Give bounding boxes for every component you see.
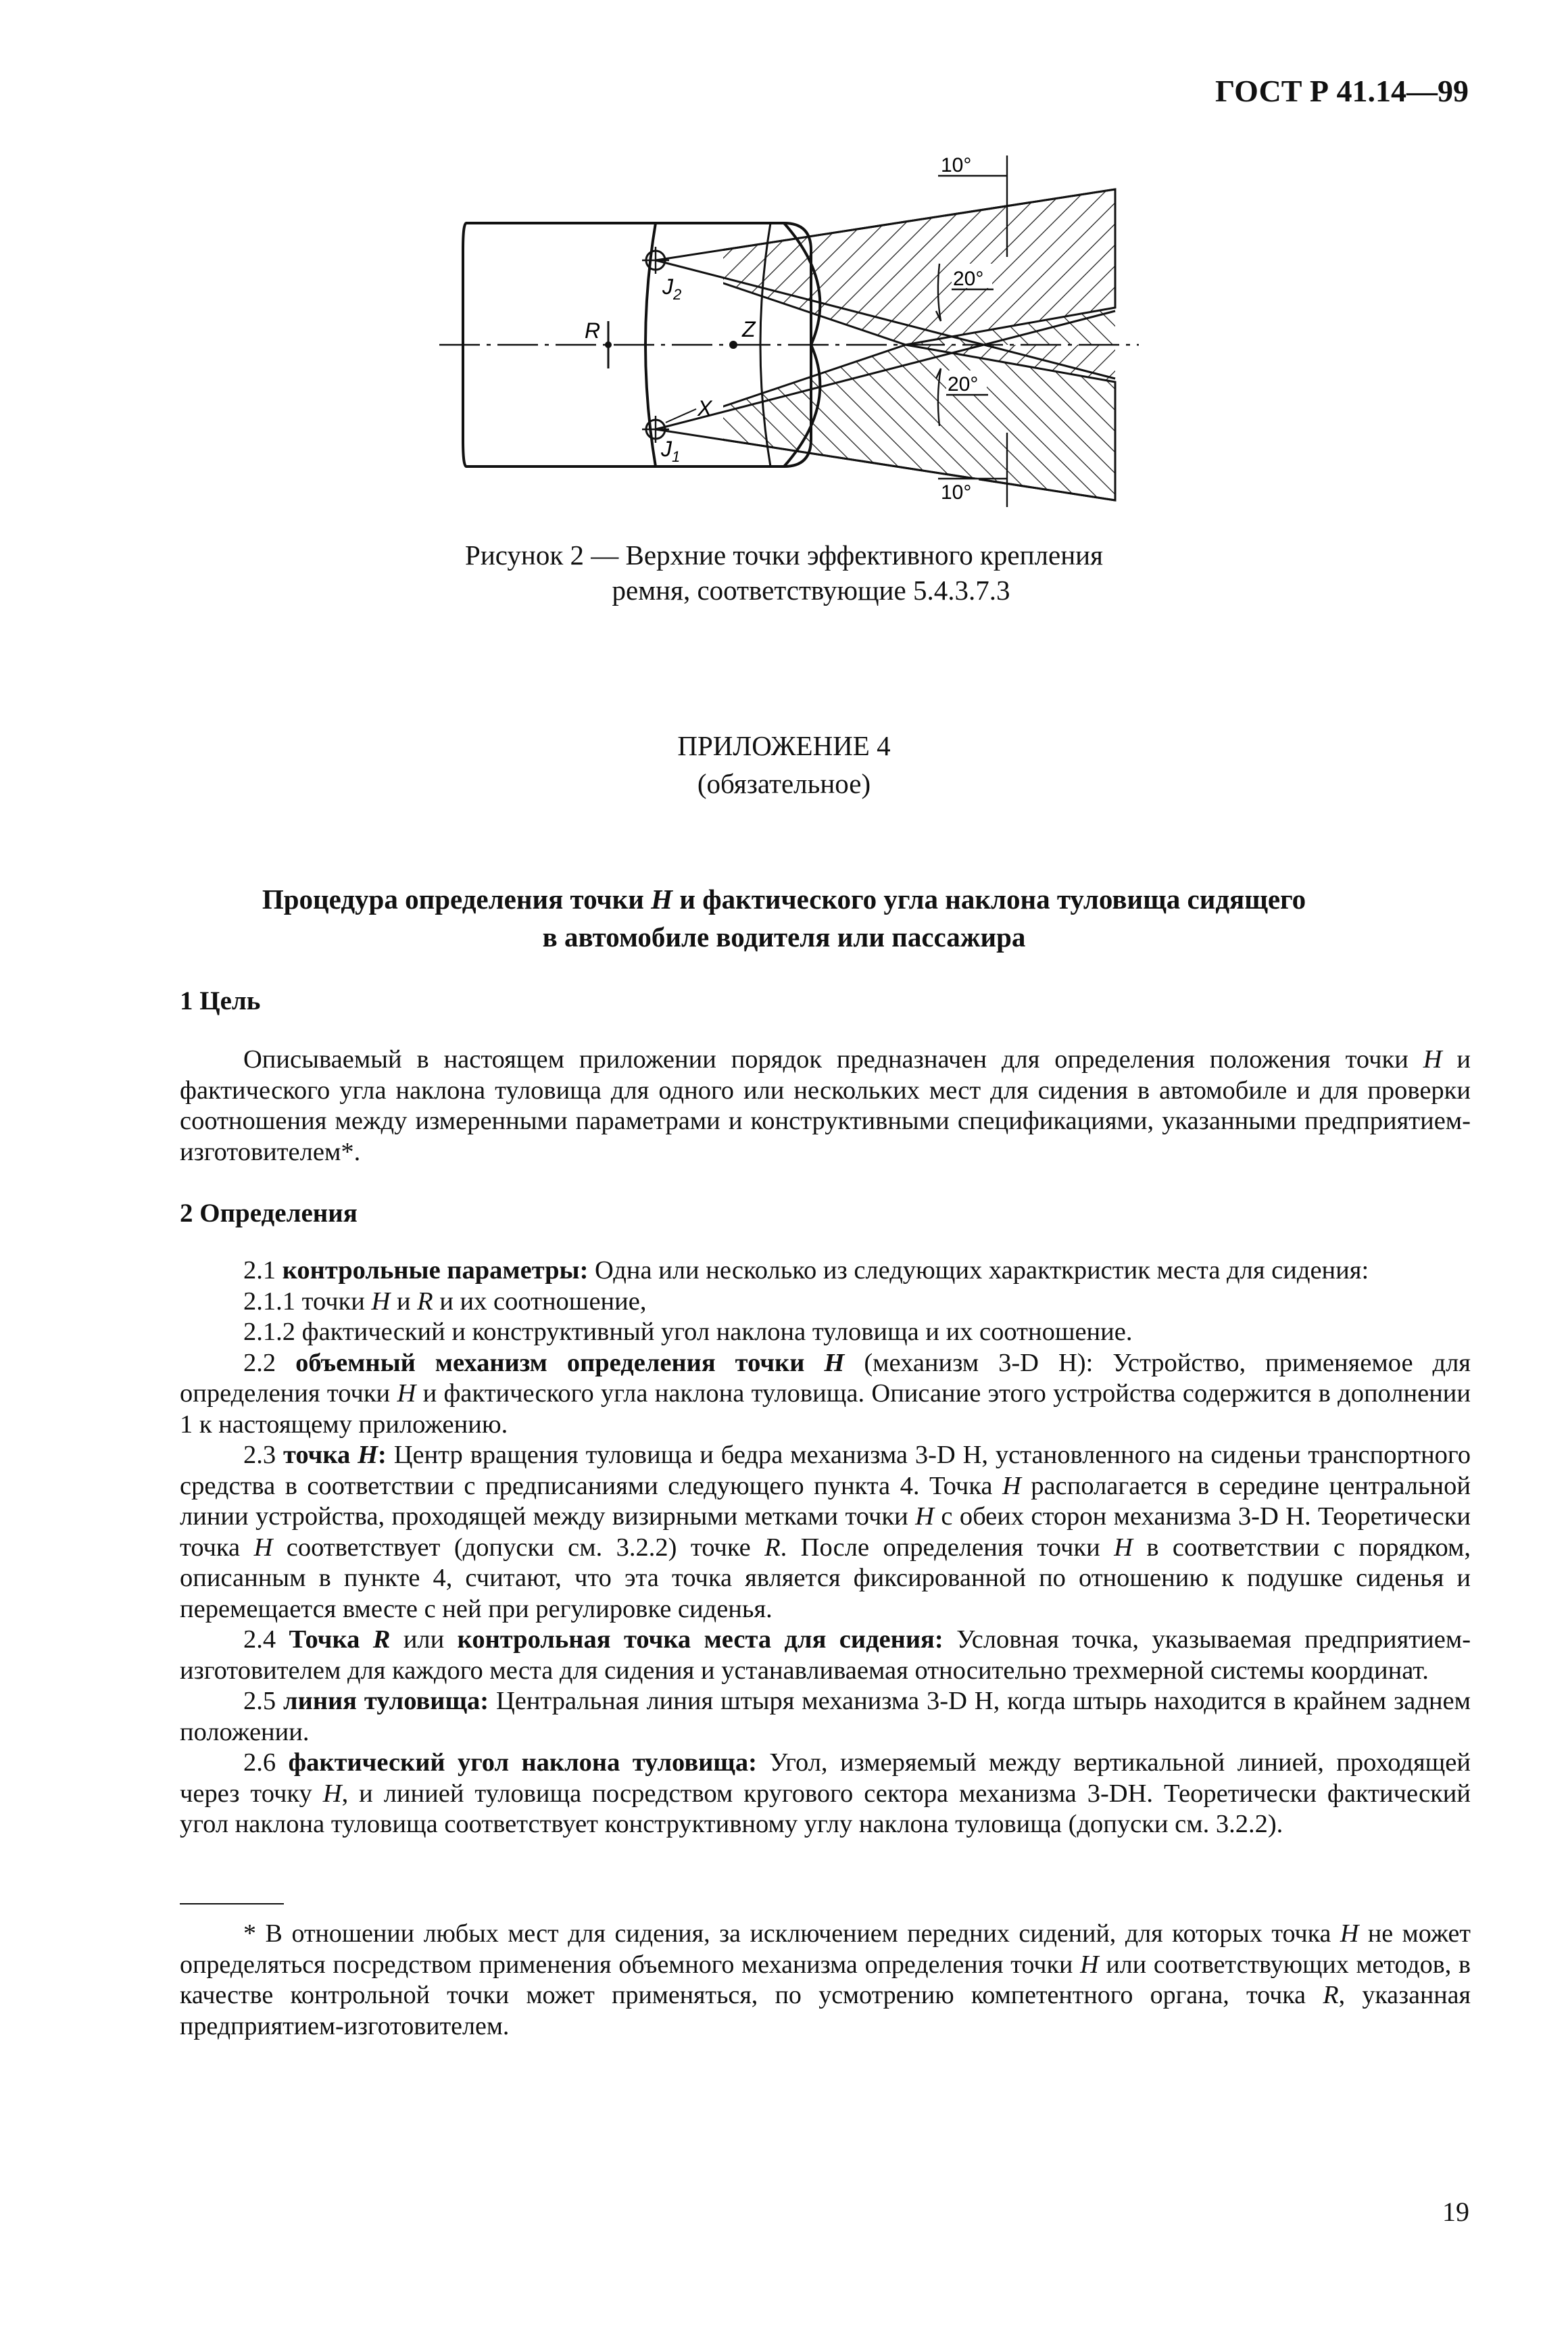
definition-2-6: 2.6 фактический угол наклона туловища: Угол, измеряемый между вертикальной линией, проходящей через точку H, и линией туловища посредством кругового сектора механизма 3-DH. Теоретически фактический угол наклона туловища соответствует конструктивному углу наклона туловища (допуски см. 3.2.2).	[180, 1748, 1471, 1838]
definition-2-2: 2.2 объемный механизм определения точки H (механизм 3-D H): Устройство, применяемое для определения точки H и фактического угла наклона туловища. Описание этого устройства содержится в дополнении 1 к настоящему приложению.	[180, 1348, 1471, 1439]
point-z-label: Z	[742, 317, 756, 341]
title-line-2: в автомобиле водителя или пассажира	[542, 921, 1026, 953]
definition-2-1: 2.1 контрольные параметры: Одна или несколько из следующих характкристик места для сидения:	[243, 1256, 1369, 1285]
appendix-name: ПРИЛОЖЕНИЕ 4	[677, 730, 891, 761]
definition-2-4: 2.4 Точка R или контрольная точка места для сидения: Условная точка, указываемая предприятием-изготовителем для каждого места для сидения и устанавливаемая относительно трехмерной системы координат.	[180, 1625, 1471, 1685]
appendix-heading	[0, 727, 1568, 802]
definition-2-3: 2.3 точка H: Центр вращения туловища и бедра механизма 3-D H, установленного на сиденьи транспортного средства в соответствии с предписаниями следующего пункта 4. Точка H располагается в середине центральной линии устройства, проходящей между визирными метками точки H с обеих сторон механизма 3-D H. Теоретически точка H соответствует (допуски см. 3.2.2) точке R. После определения точки H в соответствии с порядком, описанным в пункте 4, считают, что эта точка является фиксированной по отношению к подушке сиденья и перемещается вместе с ней при регулировке сиденья.	[180, 1441, 1471, 1623]
point-x-label: X	[697, 396, 712, 421]
point-r-label: R	[585, 318, 601, 343]
point-j1-label: $J_1$	[661, 437, 681, 465]
section-2-definitions	[180, 1255, 1471, 1840]
section-1-text: Описываемый в настоящем приложении порядок предназначен для определения положения точки H и фактического угла наклона туловища для одного или нескольких мест для сидения в автомобиле и для проверки соотношения между измеренными параметрами и конструктивными спецификациями, указанными предприятием-изготовителем*.	[180, 1045, 1471, 1166]
angle-label-bottom: 10°	[941, 481, 972, 504]
point-r-marker	[605, 341, 612, 348]
point-z-marker	[729, 341, 737, 349]
footnote-divider	[180, 1903, 284, 1904]
footnote: * В отношении любых мест для сидения, за исключением передних сидений, для которых точка H не может определяться посредством применения объемного механизма определения точки H или соответствующих методов, в качестве контрольной точки может применяться, по усмотрению компетентного органа, точка R, указанная предприятием-изготовителем.	[180, 1919, 1471, 2040]
point-j2-label: $J_2$	[662, 274, 682, 303]
definition-2-5: 2.5 линия туловища: Центральная линия штыря механизма 3-D H, когда штырь находится в крайнем заднем положении.	[180, 1687, 1471, 1746]
angle-label-upper: 20°	[953, 268, 984, 290]
definition-2-1-1: 2.1.1 точки H и R и их соотношение,	[243, 1287, 647, 1316]
caption-line-1: Рисунок 2 — Верхние точки эффективного крепления	[465, 540, 1103, 571]
figure-2-diagram	[433, 149, 1142, 514]
caption-line-2: ремня, соответствующие 5.4.3.7.3	[612, 575, 1010, 606]
angle-label-top: 10°	[941, 154, 972, 176]
figure-caption	[0, 537, 1568, 608]
appendix-title	[0, 880, 1568, 956]
title-line-1: Процедура определения точки H и фактического угла наклона туловища сидящего	[262, 884, 1306, 915]
document-header: ГОСТ Р 41.14—99	[1215, 74, 1469, 108]
appendix-status: (обязательное)	[697, 768, 871, 799]
section-2-heading: 2 Определения	[180, 1199, 358, 1228]
definition-2-1-2: 2.1.2 фактический и конструктивный угол наклона туловища и их соотношение.	[243, 1318, 1133, 1346]
page-number: 19	[1442, 2197, 1469, 2227]
section-1-heading: 1 Цель	[180, 986, 261, 1015]
angle-label-lower: 20°	[948, 373, 979, 396]
